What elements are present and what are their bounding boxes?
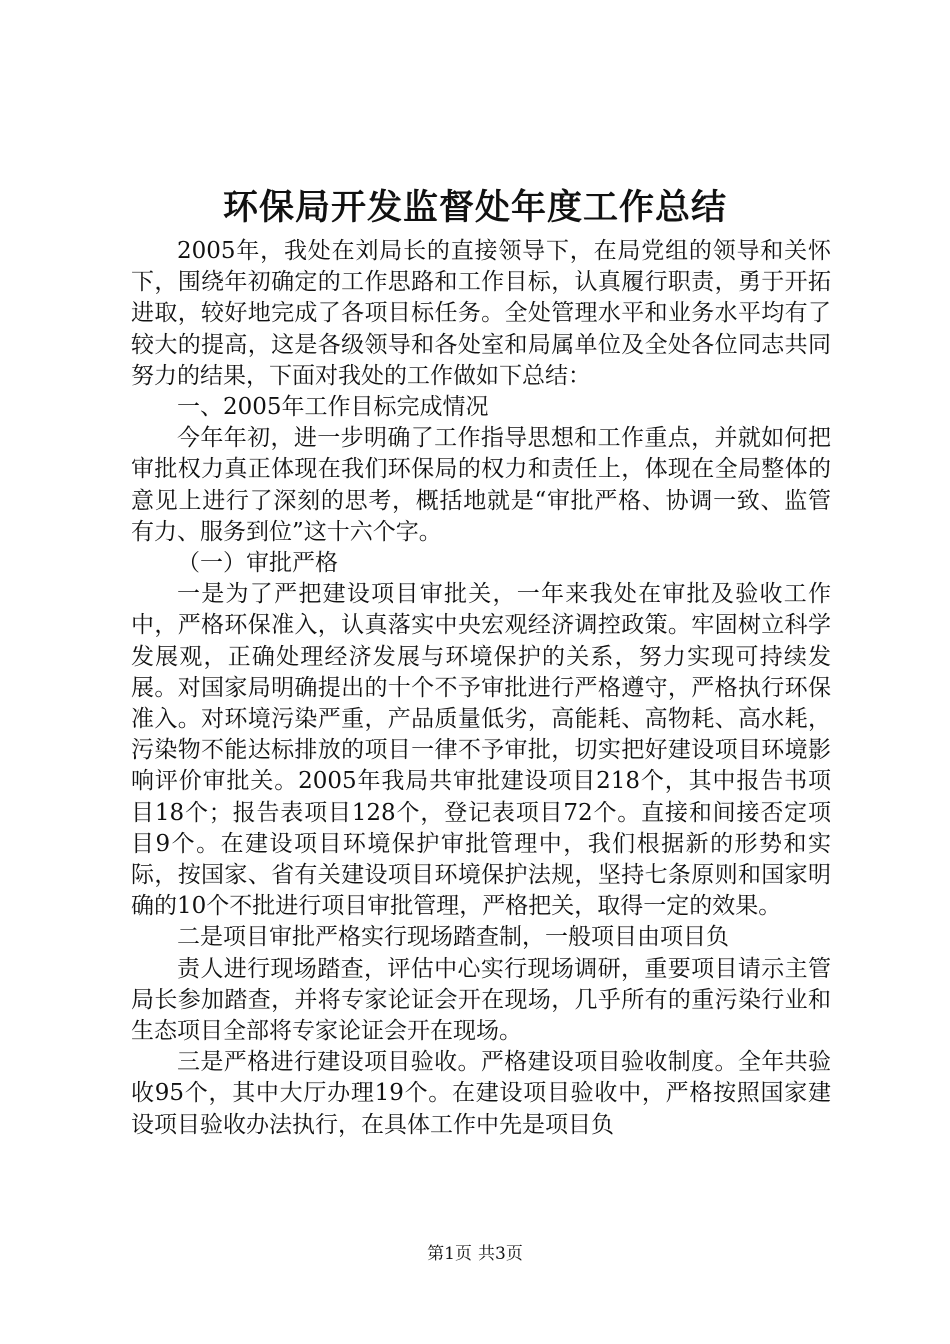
paragraph-site-inspection: 二是项目审批严格实行现场踏查制，一般项目由项目负: [177, 924, 729, 951]
paragraph-approval: 一是为了严把建设项目审批关，一年来我处在审批及验收工作中，严格环保准入，认真落实中央宏观经济调控政策。牢固树立科学发展观，正确处理经济发展与环境保护的关系，努力实现可持续发展。对国家局明确提出的十个不予审批进行严格遵守，严格执行环保准入。对环境污染严重，产品质量低劣，高能耗、高物耗、高水耗，污染物不能达标排放的项目一律不予审批，切实把好建设项目环境影响评价审批关。2005年我局共审批建设项目218个，其中报告书项目18个；报告表项目128个，登记表项目72个。直接和间接否定项目9个。在建设项目环境保护审批管理中，我们根据新的形势和实际，按国家、省有关建设项目环境保护法规，坚持七条原则和国家明确的10个不批进行项目审批管理，严格把关，取得一定的效果。: [131, 581, 831, 920]
page-title: 环保局开发监督处年度工作总结: [222, 188, 727, 228]
paragraph-intro: 2005年，我处在刘局长的直接领导下，在局党组的领导和关怀下，围绕年初确定的工作思路和工作目标，认真履行职责，勇于开拓进取，较好地完成了各项目标任务。全处管理水平和业务水平均有了较大的提高，这是各级领导和各处室和局属单位及全处各位同志共同努力的结果，下面对我处的工作做如下总结：: [131, 238, 831, 389]
heading-subsection-1: （一）审批严格: [177, 550, 338, 577]
paragraph-site-inspection-continued: 责人进行现场踏查，评估中心实行现场调研，重要项目请示主管局长参加踏查，并将专家论证会开在现场，几乎所有的重污染行业和生态项目全部将专家论证会开在现场。: [131, 955, 831, 1045]
heading-section-1: 一、2005年工作目标完成情况: [177, 394, 489, 421]
paragraph-goals: 今年年初，进一步明确了工作指导思想和工作重点，并就如何把审批权力真正体现在我们环保局的权力和责任上，体现在全局整体的意见上进行了深刻的思考，概括地就是“审批严格、协调一致、监管有力、服务到位”这十六个字。: [131, 425, 831, 545]
page-total: 共3页: [478, 1244, 523, 1264]
paragraph-acceptance: 三是严格进行建设项目验收。严格建设项目验收制度。全年共验收95个，其中大厅办理19个。在建设项目验收中，严格按照国家建设项目验收办法执行，在具体工作中先是项目负: [131, 1049, 831, 1138]
page-number: 第1页: [427, 1244, 472, 1264]
document-body: [131, 236, 831, 1141]
page-footer: [0, 1243, 950, 1265]
